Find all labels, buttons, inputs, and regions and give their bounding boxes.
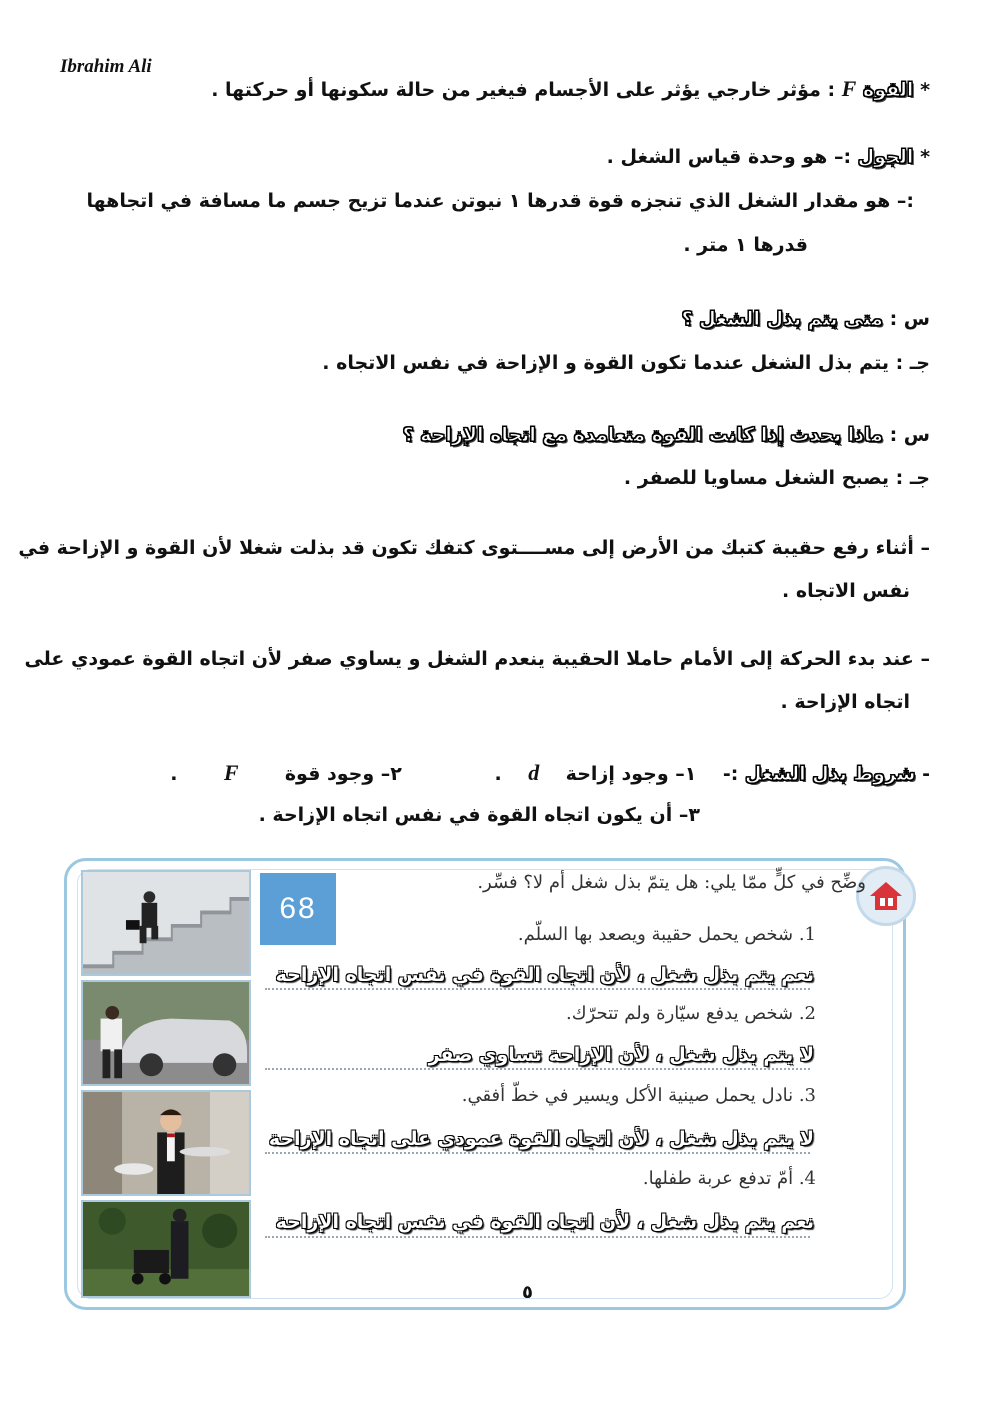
condition-1-end: . bbox=[494, 763, 502, 785]
exercise-answer-1: نعم يتم بذل شغل ، لأن اتجاه القوة في نفس اتجاه الإزاحة bbox=[275, 964, 814, 986]
car-push-image bbox=[81, 980, 251, 1086]
conditions-sep: :- bbox=[722, 763, 739, 785]
author-name: Ibrahim Ali bbox=[60, 56, 152, 77]
exercise-answer-3: لا يتم بذل شغل ، لأن اتجاه القوة عمودي على اتجاه الإزاحة bbox=[268, 1128, 814, 1150]
exercise-question-1: 1. شخص يحمل حقيبة ويصعد بها السلّم. bbox=[517, 924, 816, 945]
exercise-question-4: 4. أمّ تدفع عربة طفلها. bbox=[642, 1168, 816, 1189]
example-2-line-2: اتجاه الإزاحة . bbox=[780, 691, 910, 713]
answer-line bbox=[265, 1236, 810, 1238]
answer-line bbox=[265, 1152, 810, 1154]
answer-2: جـ : يصبح الشغل مساويا للصفر . bbox=[623, 467, 930, 489]
displacement-symbol: d bbox=[528, 760, 540, 785]
example-1-line-2: نفس الاتجاه . bbox=[782, 580, 910, 602]
answer-line bbox=[265, 1068, 810, 1070]
joule-term: الجول bbox=[857, 146, 914, 168]
question-text: ماذا يحدث إذا كانت القوة متعامدة مع اتجاه الإزاحة ؟ bbox=[402, 424, 883, 446]
joule-text-3: قدرها ١ متر . bbox=[683, 234, 808, 256]
exercise-question-2: 2. شخص يدفع سيّارة ولم تتحرّك. bbox=[565, 1003, 816, 1024]
joule-text-2: :– هو مقدار الشغل الذي تنجزه قوة قدرها ١ نيوتن عندما تزيح جسم ما مسافة في اتجاهها bbox=[86, 190, 914, 212]
stairs-man-image bbox=[81, 870, 251, 976]
exercise-answer-4: نعم يتم بذل شغل ، لأن اتجاه القوة في نفس اتجاه الإزاحة bbox=[275, 1211, 814, 1233]
exercise-answer-2: لا يتم بذل شغل ، لأن الإزاحة تساوي صفر bbox=[428, 1044, 814, 1066]
page-number: ٥ bbox=[522, 1282, 533, 1303]
exercise-instruction: وضِّح في كلٍّ ممّا يلي: هل يتمّ بذل شغل أم لا؟ فسِّر. bbox=[477, 872, 866, 893]
dash: - bbox=[922, 763, 930, 785]
question-1 bbox=[682, 308, 930, 330]
force-symbol: F bbox=[223, 760, 239, 785]
stroller-image bbox=[81, 1200, 251, 1298]
question-text: متى يتم بذل الشغل ؟ bbox=[681, 308, 883, 330]
question-prefix: س : bbox=[889, 308, 930, 330]
exercise-number-badge: 68 bbox=[260, 873, 336, 945]
force-term: القوة bbox=[862, 79, 914, 101]
condition-1: ١– وجود إزاحة bbox=[565, 763, 697, 785]
question-prefix: س : bbox=[889, 424, 930, 446]
force-text: : مؤثر خارجي يؤثر على الأجسام فيغير من حالة سكونها أو حركتها . bbox=[211, 79, 836, 101]
question-2 bbox=[403, 424, 930, 446]
exercise-question-3: 3. نادل يحمل صينية الأكل ويسير في خطّ أفقي. bbox=[461, 1085, 816, 1106]
conditions-term: شروط بذل الشغل bbox=[744, 763, 916, 785]
waiter-image bbox=[81, 1090, 251, 1196]
force-definition bbox=[211, 76, 930, 102]
condition-2: ٢– وجود قوة bbox=[284, 763, 402, 785]
answer-line bbox=[265, 988, 810, 990]
condition-3: ٣– أن يكون اتجاه القوة في نفس اتجاه الإزاحة . bbox=[258, 804, 700, 826]
bullet: * bbox=[920, 146, 930, 168]
joule-text-1: :– هو وحدة قياس الشغل . bbox=[606, 146, 852, 168]
answer-1: جـ : يتم بذل الشغل عندما تكون القوة و الإزاحة في نفس الاتجاه . bbox=[322, 352, 930, 374]
conditions-heading bbox=[170, 760, 930, 786]
example-2-line-1: – عند بدء الحركة إلى الأمام حاملا الحقيبة ينعدم الشغل و يساوي صفر لأن اتجاه القوة عمودي على bbox=[24, 648, 930, 670]
joule-definition bbox=[607, 146, 930, 168]
condition-2-end: . bbox=[170, 763, 178, 785]
force-symbol: F bbox=[841, 76, 857, 101]
example-1-line-1: – أثناء رفع حقيبة كتبك من الأرض إلى مســــتوى كتفك تكون قد بذلت شغلا لأن القوة و الإزاحة في bbox=[18, 537, 930, 559]
bullet: * bbox=[920, 79, 930, 101]
